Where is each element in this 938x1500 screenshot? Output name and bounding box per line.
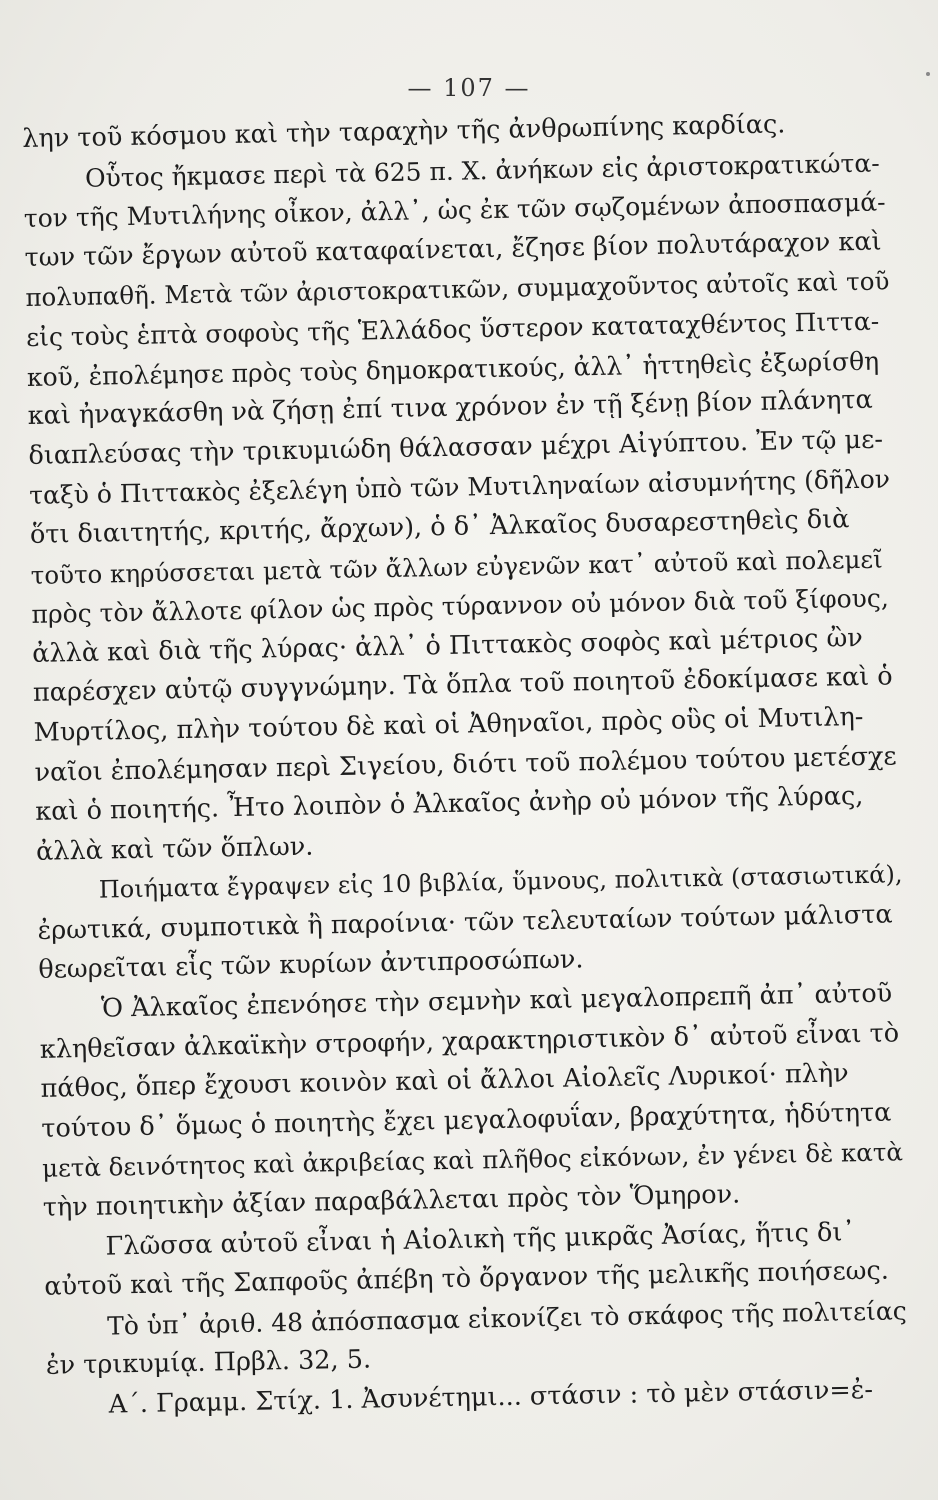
text-line: Μυρτίλος, πλὴν τούτου δὲ καὶ οἱ Ἀθηναῖοι, πρὸς οὓς οἱ Μυτιλη- (33, 701, 864, 748)
text-line: πάθος, ὅπερ ἔχουσι κοινὸν καὶ οἱ ἄλλοι Αἰολεῖς Λυρικοί· πλὴν (40, 1058, 849, 1105)
text-line: Α΄. Γραμμ. Στίχ. 1. Ἀσυνέτημι... στάσιν : τὸ μὲν στάσιν=ἐ- (108, 1374, 874, 1420)
text-line: τούτου δ᾿ ὅμως ὁ ποιητὴς ἔχει μεγαλοφυΐαν, βραχύτητα, ἡδύτητα (41, 1097, 892, 1144)
text-line: των τῶν ἔργων αὐτοῦ καταφαίνεται, ἔζησε βίον πολυτάραχον καὶ (24, 226, 882, 273)
text-line: καὶ ὁ ποιητής. Ἦτο λοιπὸν ὁ Ἀλκαῖος ἀνὴρ οὐ μόνον τῆς λύρας, (34, 781, 864, 827)
text-line: θεωρεῖται εἷς τῶν κυρίων ἀντιπροσώπων. (38, 944, 584, 986)
text-line: εἰς τοὺς ἑπτὰ σοφοὺς τῆς Ἑλλάδος ὕστερον καταταχθέντος Πιττα- (25, 306, 880, 352)
text-line: ἀλλὰ καὶ διὰ τῆς λύρας· ἀλλ᾿ ὁ Πιττακὸς σοφὸς καὶ μέτριος ὢν (31, 622, 864, 669)
text-line: παρέσχεν αὐτῷ συγγνώμην. Τὰ ὅπλα τοῦ ποιητοῦ ἐδοκίμασε καὶ ὁ (32, 661, 893, 709)
text-line: ἐρωτικά, συμποτικὰ ἢ παροίνια· τῶν τελευταίων τούτων μάλιστα (37, 899, 893, 946)
text-line: πρὸς τὸν ἄλλοτε φίλον ὡς πρὸς τύραννον οὐ μόνον διὰ τοῦ ξίφους, (31, 583, 890, 630)
text-line: ναῖοι ἐπολέμησαν περὶ Σιγείου, διότι τοῦ πολέμου τούτου μετέσχε (34, 740, 897, 788)
text-line: ταξὺ ὁ Πιττακὸς ἐξελέγη ὑπὸ τῶν Μυτιληναίων αἰσυμνήτης (δῆλον (28, 464, 891, 511)
text-line: λην τοῦ κόσμου καὶ τὴν ταραχὴν τῆς ἀνθρωπίνης καρδίας. (22, 109, 786, 154)
text-line: μετὰ δεινότητος καὶ ἀκριβείας καὶ πλῆθος εἰκόνων, ἐν γένει δὲ κατὰ (41, 1137, 904, 1184)
text-line: Οὗτος ἤκμασε περὶ τὰ 625 π. Χ. ἀνήκων εἰς ἀριστοκρατικώτα- (84, 148, 880, 193)
text-line: ὅτι διαιτητής, κριτής, ἄρχων), ὁ δ᾿ Ἀλκαῖος δυσαρεστηθεὶς διὰ (29, 504, 850, 550)
text-line: τὴν ποιητικὴν ἀξίαν παραβάλλεται πρὸς τὸν Ὅμηρον. (42, 1179, 741, 1223)
text-line: Ποιήματα ἔγραψεν εἰς 10 βιβλία, ὕμνους, πολιτικὰ (στασιωτικά), (98, 860, 903, 904)
text-line: πολυπαθῆ. Μετὰ τῶν ἀριστοκρατικῶν, συμμαχοῦντος αὐτοῖς καὶ τοῦ (25, 266, 890, 313)
text-line: διαπλεύσας τὴν τρικυμιώδη θάλασσαν μέχρι Αἰγύπτου. Ἐν τῷ με- (28, 424, 884, 471)
text-line: αὐτοῦ καὶ τῆς Σαπφοῦς ἀπέβη τὸ ὄργανον τῆς μελικῆς ποιήσεως. (44, 1255, 890, 1303)
text-line: τον τῆς Μυτιλήνης οἶκον, ἀλλ᾿, ὡς ἐκ τῶν σῳζομένων ἀποσπασμά- (23, 187, 886, 234)
text-line: τοῦτο κηρύσσεται μετὰ τῶν ἄλλων εὐγενῶν κατ᾿ αὐτοῦ καὶ πολεμεῖ (30, 544, 883, 590)
text-line: κοῦ, ἐπολέμησε πρὸς τοὺς δημοκρατικούς, ἀλλ᾿ ἡττηθεὶς ἐξωρίσθη (26, 346, 880, 392)
text-line: Τὸ ὑπ᾿ ἀριθ. 48 ἀπόσπασμα εἰκονίζει τὸ σκάφος τῆς πολιτείας (106, 1296, 907, 1341)
text-line: ἐν τρικυμίᾳ. Πρβλ. 32, 5. (45, 1344, 372, 1382)
text-line: Ὁ Ἀλκαῖος ἐπενόησε τὴν σεμνὴν καὶ μεγαλοπρεπῆ ἀπ᾿ αὐτοῦ (100, 978, 893, 1024)
body-text (22, 103, 915, 1426)
text-line: ἀλλὰ καὶ τῶν ὅπλων. (35, 831, 314, 867)
text-line: κληθεῖσαν ἀλκαϊκὴν στροφήν, χαρακτηριστικὸν δ᾿ αὐτοῦ εἶναι τὸ (39, 1017, 900, 1065)
text-line: Γλῶσσα αὐτοῦ εἶναι ἡ Αἰολικὴ τῆς μικρᾶς Ἀσίας, ἥτις δι᾿ (105, 1216, 856, 1262)
page-number: — 107 — (407, 74, 531, 102)
text-line: καὶ ἠναγκάσθη νὰ ζήσῃ ἐπί τινα χρόνον ἐν τῇ ξένῃ βίον πλάνητα (27, 384, 873, 432)
